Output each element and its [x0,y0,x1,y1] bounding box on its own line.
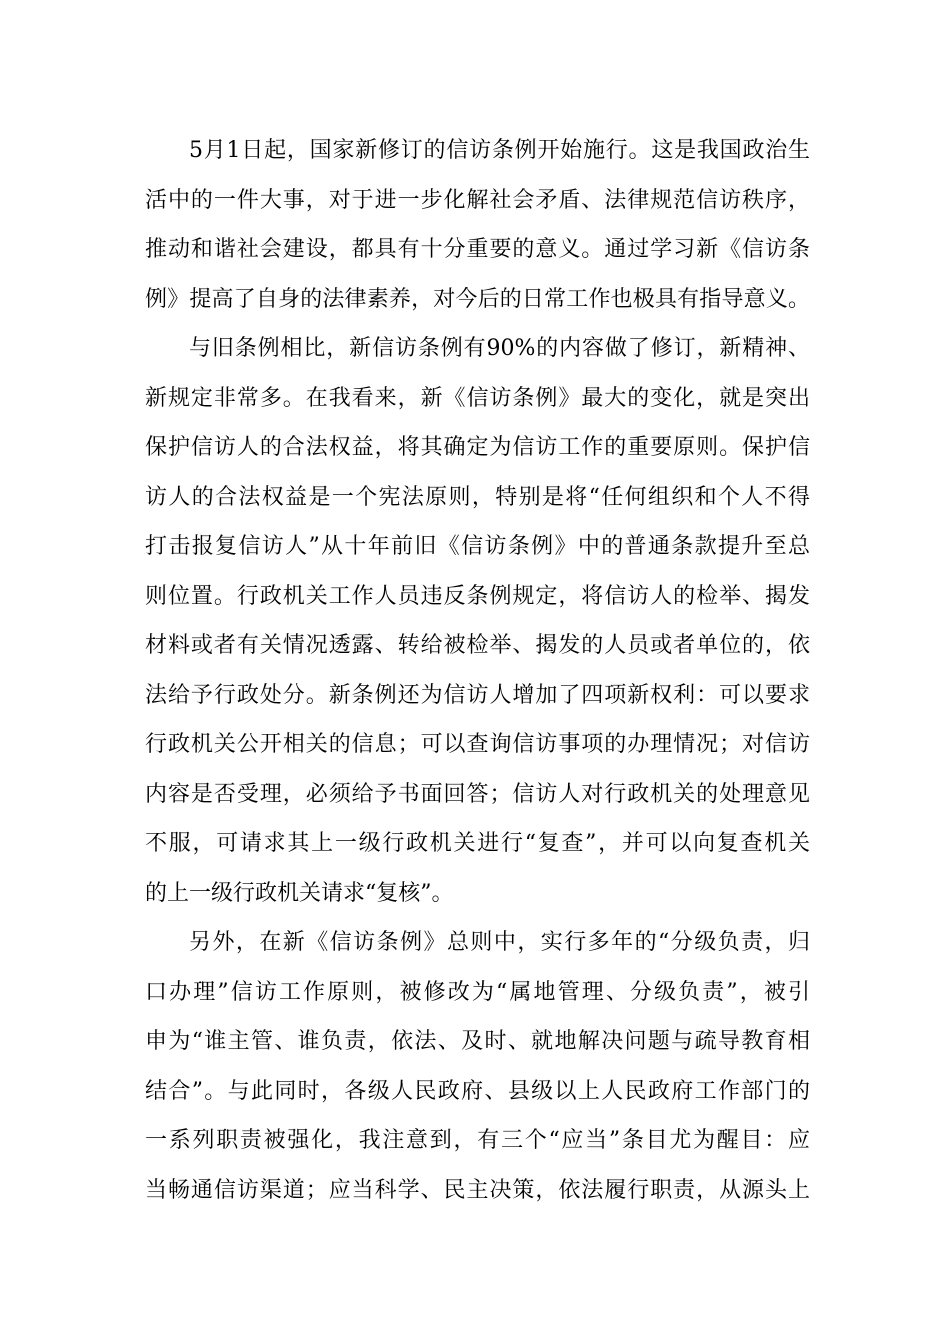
text-line: 访人的合法权益是一个宪法原则，特别是将“任何组织和个人不得 [145,484,810,510]
text-line: 材料或者有关情况透露、转给被检举、揭发的人员或者单位的，依 [145,633,810,658]
text-line: 则位置。行政机关工作人员违反条例规定，将信访人的检举、揭发 [145,583,810,609]
text-line: 保护信访人的合法权益，将其确定为信访工作的重要原则。保护信 [145,435,810,460]
text-line: 推动和谐社会建设，都具有十分重要的意义。通过学习新《信访条 [145,237,810,262]
text-line: 5月1日起，国家新修订的信访条例开始施行。这是我国政治生 [189,138,810,163]
text-line: 例》提高了自身的法律素养，对今后的日常工作也极具有指导意义。 [145,286,810,312]
text-line: 申为“谁主管、谁负责，依法、及时、就地解决问题与疏导教育相 [145,1029,810,1054]
text-line: 另外，在新《信访条例》总则中，实行多年的“分级负责，归 [189,930,810,955]
text-line: 活中的一件大事，对于进一步化解社会矛盾、法律规范信访秩序， [145,187,810,213]
text-line: 不服，可请求其上一级行政机关进行“复查”，并可以向复查机关 [145,831,810,856]
text-line: 结合”。与此同时，各级人民政府、县级以上人民政府工作部门的 [145,1078,810,1104]
text-line: 口办理”信访工作原则，被修改为“属地管理、分级负责”，被引 [145,979,810,1005]
text-line: 当畅通信访渠道；应当科学、民主决策，依法履行职责，从源头上 [145,1177,810,1203]
text-line: 的上一级行政机关请求“复核”。 [145,880,454,906]
text-line: 与旧条例相比，新信访条例有90%的内容做了修订，新精神、 [189,336,810,361]
paragraph-2 [145,324,810,918]
paragraph-1 [145,126,810,324]
paragraph-3 [145,918,810,1215]
text-line: 一系列职责被强化，我注意到，有三个“应当”条目尤为醒目：应 [145,1128,810,1153]
text-line: 内容是否受理，必须给予书面回答；信访人对行政机关的处理意见 [145,781,810,807]
text-line: 新规定非常多。在我看来，新《信访条例》最大的变化，就是突出 [145,385,810,411]
text-line: 打击报复信访人”从十年前旧《信访条例》中的普通条款提升至总 [145,534,810,559]
document-body [145,126,810,1215]
text-line: 法给予行政处分。新条例还为信访人增加了四项新权利：可以要求 [145,682,810,708]
text-line: 行政机关公开相关的信息；可以查询信访事项的办理情况；对信访 [145,732,810,757]
